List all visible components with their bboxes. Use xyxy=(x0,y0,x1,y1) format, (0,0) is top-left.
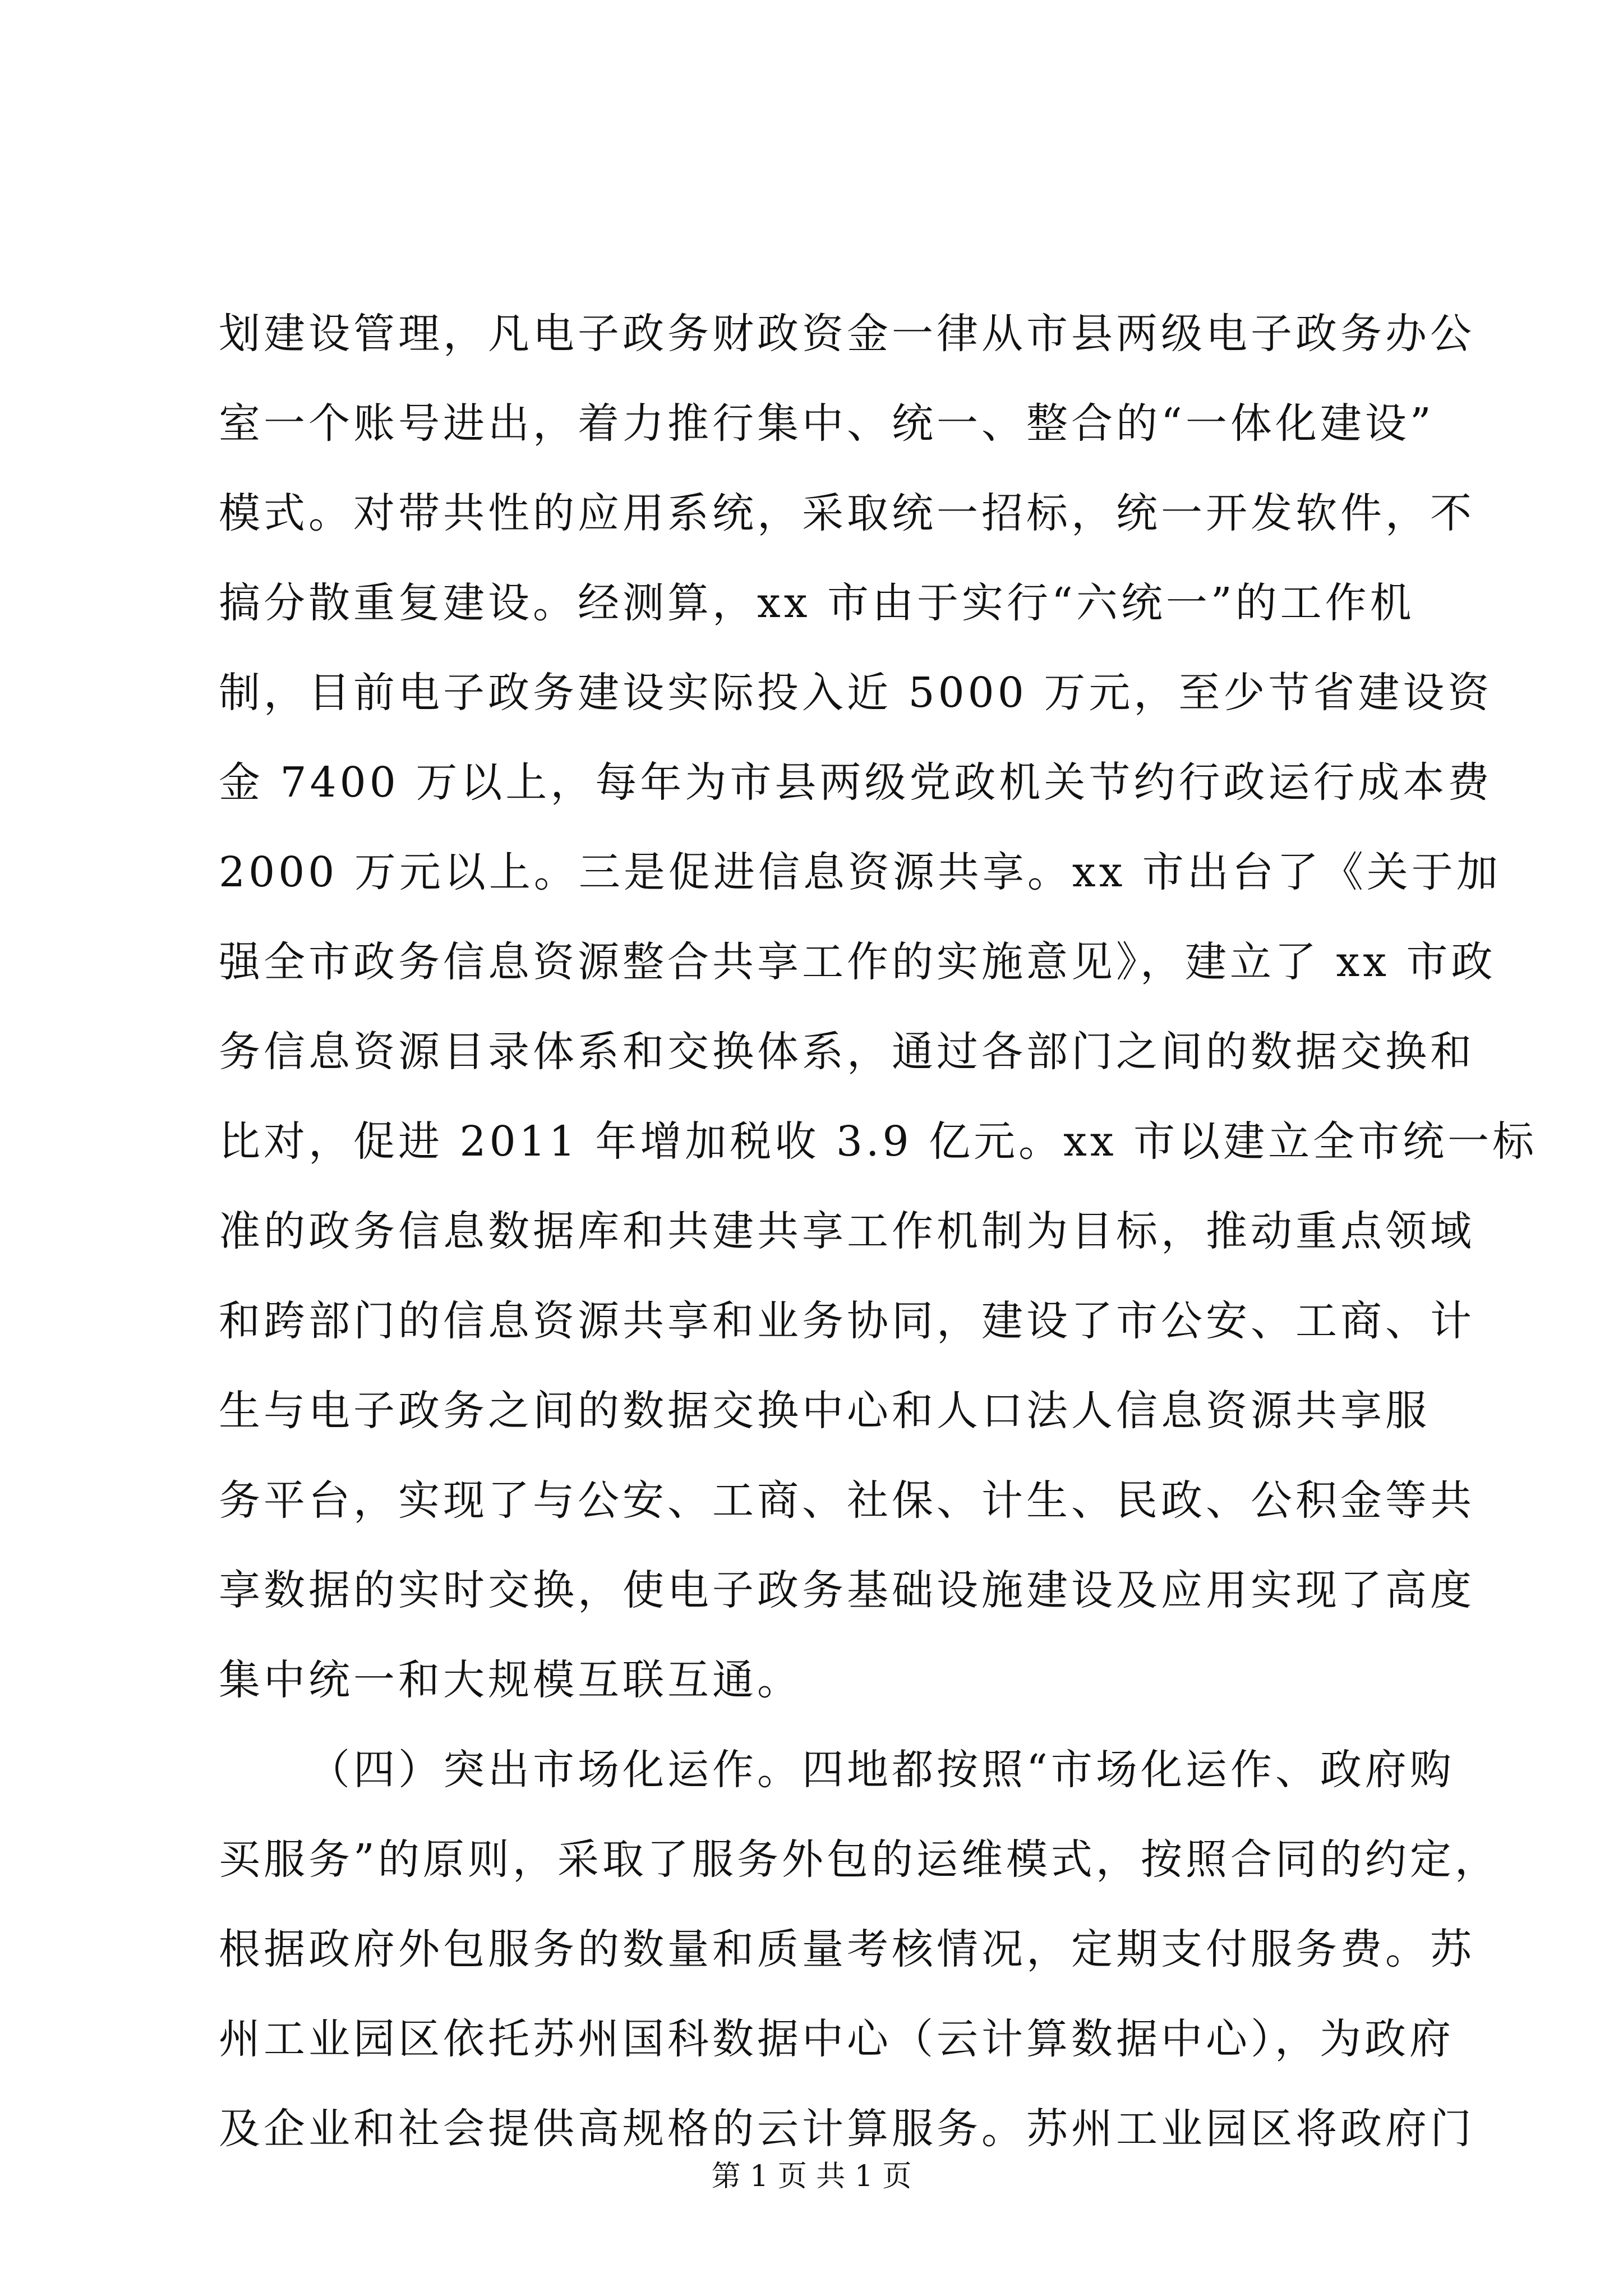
page-footer: 第 1 页 共 1 页 xyxy=(711,2160,912,2193)
paragraph-first-line: （四）突出市场化运作。四地都按照“市场化运作、政府购 xyxy=(308,1746,1455,1794)
text-line: 州工业园区依托苏州国科数据中心（云计算数据中心），为政府 xyxy=(219,2015,1454,2063)
text-line: 准的政务信息数据库和共建共享工作机制为目标，推动重点领域 xyxy=(219,1207,1475,1255)
text-line: 及企业和社会提供高规格的云计算服务。苏州工业园区将政府门 xyxy=(219,2105,1475,2153)
text-line: 制，目前电子政务建设实际投入近 5000 万元，至少节省建设资 xyxy=(219,669,1493,717)
text-line: 比对，促进 2011 年增加税收 3.9 亿元。xx 市以建立全市统一标 xyxy=(219,1117,1538,1166)
text-line: 务平台，实现了与公安、工商、社保、计生、民政、公积金等共 xyxy=(219,1476,1475,1525)
text-line: 模式。对带共性的应用系统，采取统一招标，统一开发软件，不 xyxy=(219,489,1475,537)
text-line: 买服务”的原则，采取了服务外包的运维模式，按照合同的约定， xyxy=(219,1835,1500,1884)
text-line: 生与电子政务之间的数据交换中心和人口法人信息资源共享服 xyxy=(219,1387,1430,1435)
text-line: 集中统一和大规模互联互通。 xyxy=(219,1656,802,1704)
text-line: 划建设管理，凡电子政务财政资金一律从市县两级电子政务办公 xyxy=(219,310,1475,358)
text-line: 2000 万元以上。三是促进信息资源共享。xx 市出台了《关于加 xyxy=(219,848,1501,896)
text-line: 务信息资源目录体系和交换体系，通过各部门之间的数据交换和 xyxy=(219,1028,1475,1076)
text-line: 金 7400 万以上，每年为市县两级党政机关节约行政运行成本费 xyxy=(219,758,1493,807)
text-line: 搞分散重复建设。经测算，xx 市由于实行“六统一”的工作机 xyxy=(219,579,1415,627)
text-line: 享数据的实时交换，使电子政务基础设施建设及应用实现了高度 xyxy=(219,1566,1475,1614)
text-line: 强全市政务信息资源整合共享工作的实施意见》，建立了 xx 市政 xyxy=(219,938,1496,986)
text-line: 室一个账号进出，着力推行集中、统一、整合的“一体化建设” xyxy=(219,399,1435,448)
text-line: 和跨部门的信息资源共享和业务协同，建设了市公安、工商、计 xyxy=(219,1297,1475,1345)
text-line: 根据政府外包服务的数量和质量考核情况，定期支付服务费。苏 xyxy=(219,1925,1475,1973)
